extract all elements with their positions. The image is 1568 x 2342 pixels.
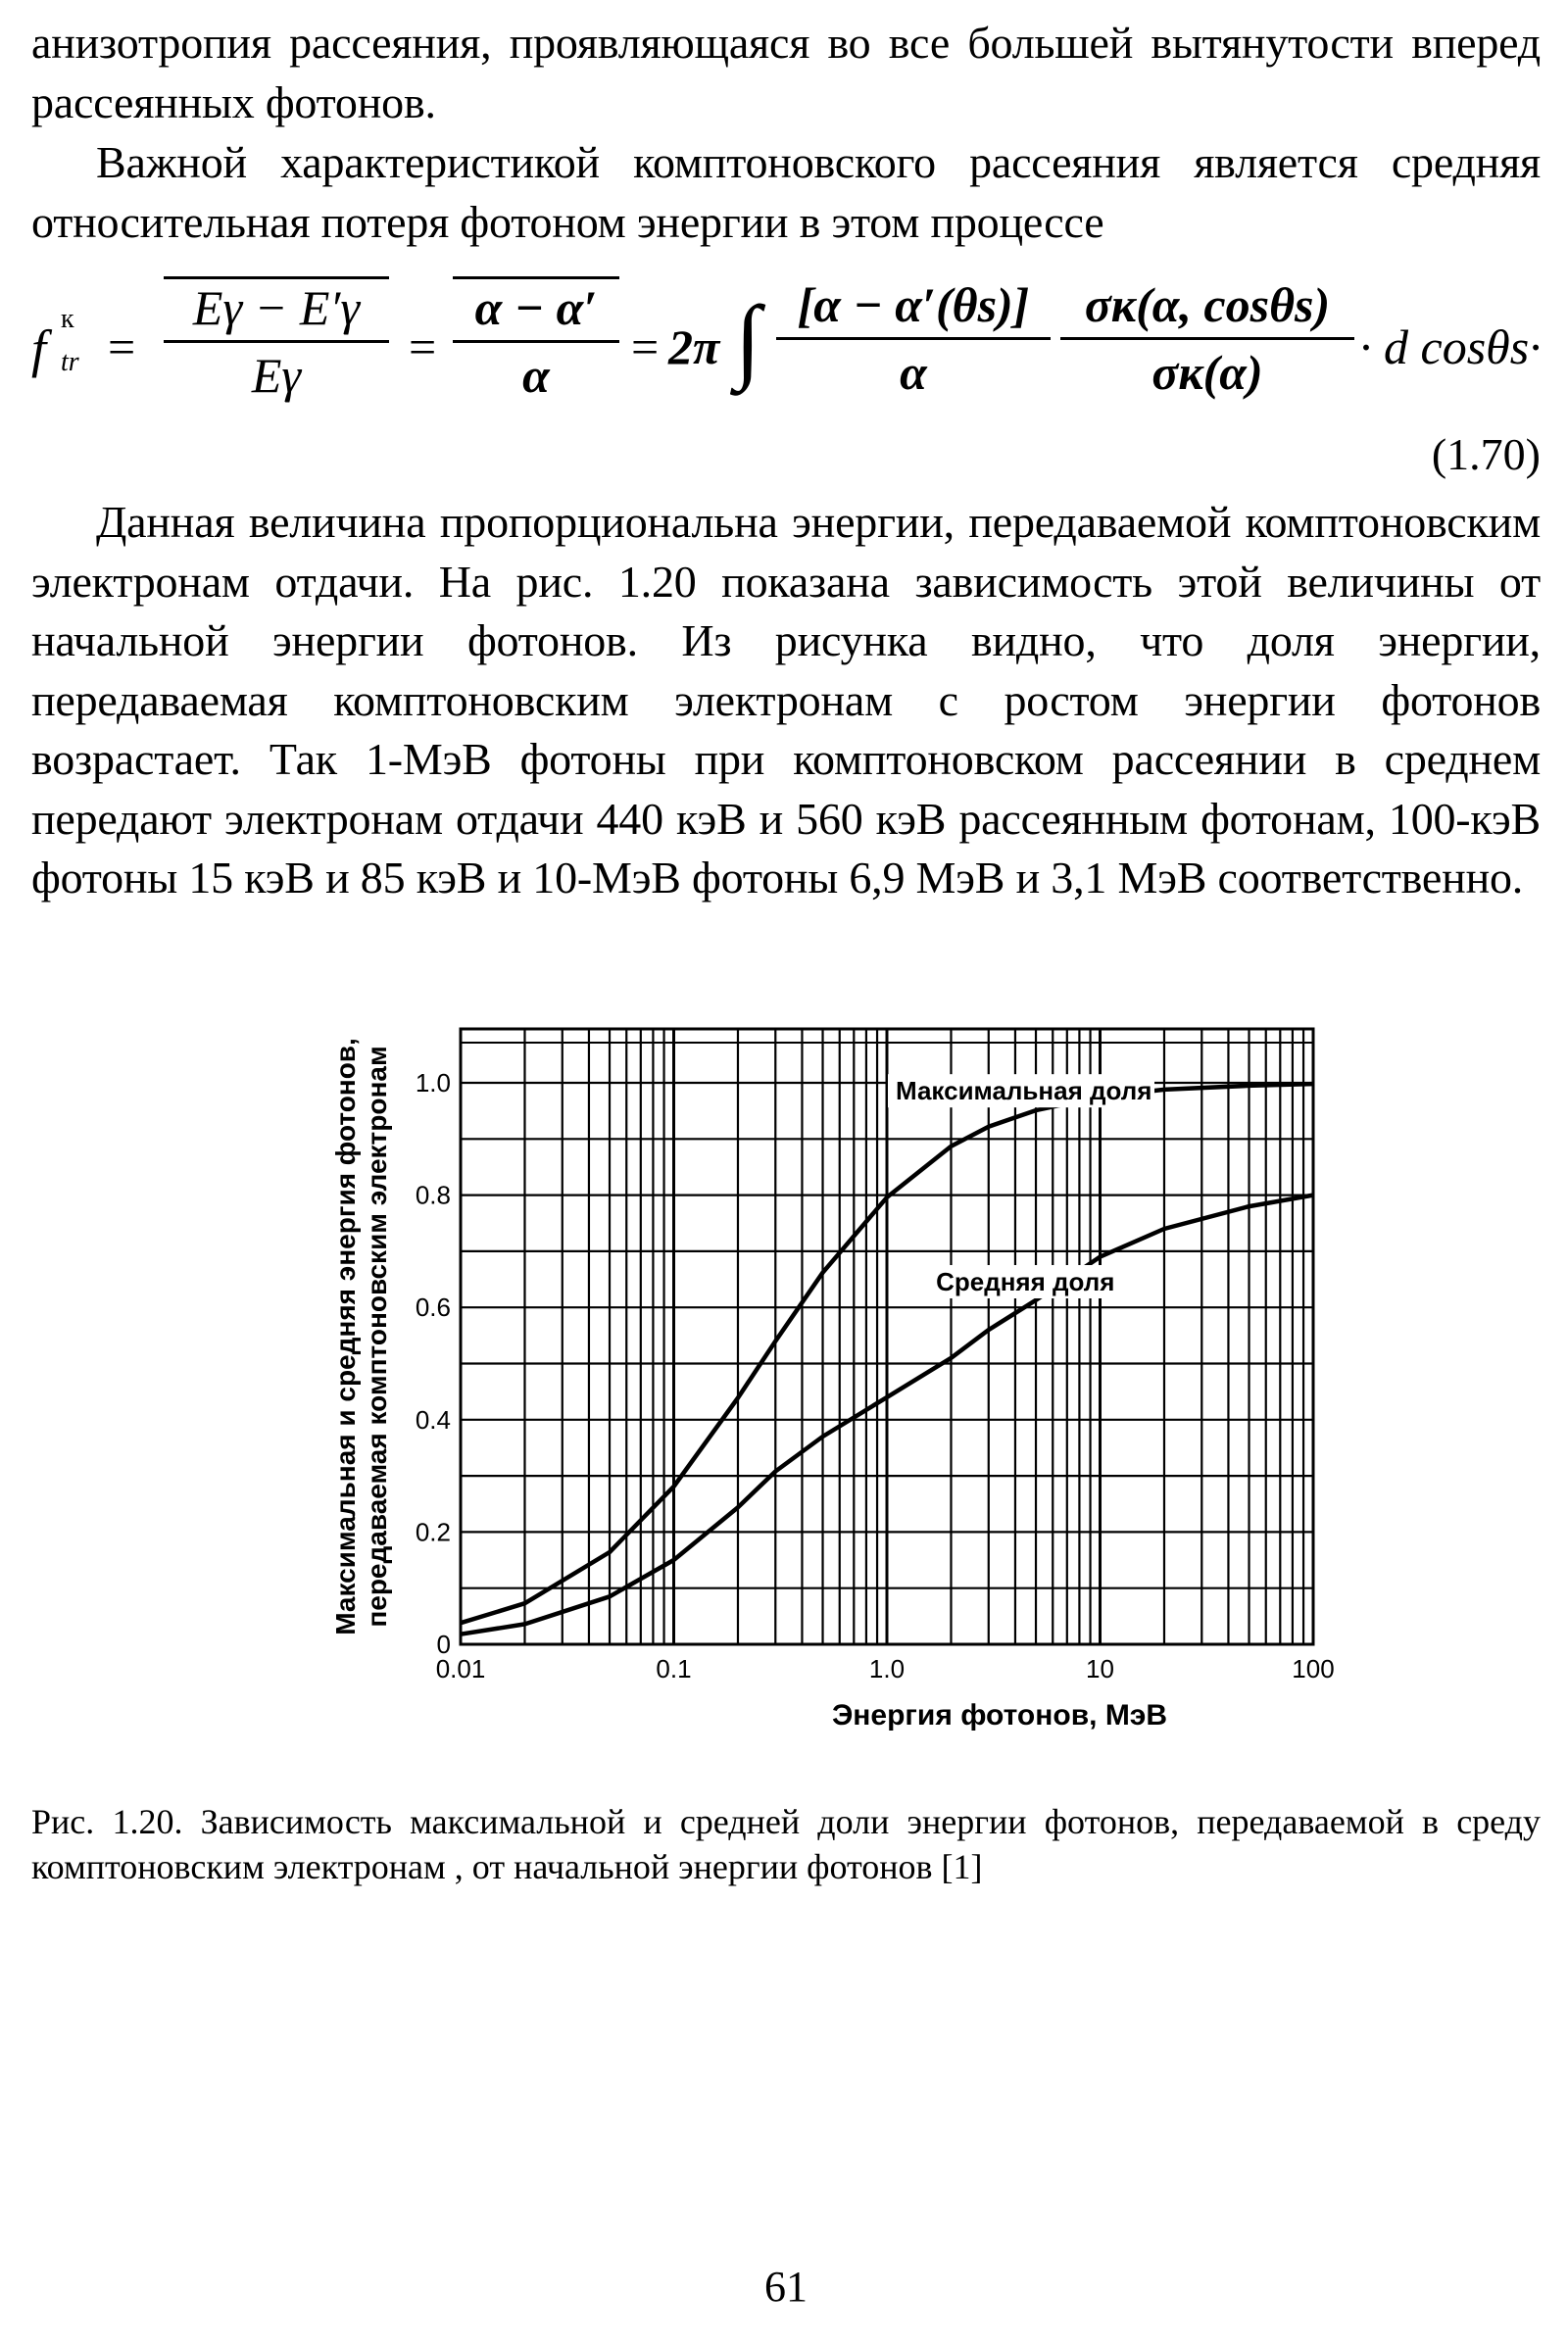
formula-eq-3: = [631,319,660,374]
formula-1-70 [31,265,1541,421]
formula-frac-1 [164,276,389,404]
formula-eq-1: = [108,319,136,374]
formula-frac-2 [453,276,619,404]
formula-frac-3-den: α [900,345,927,400]
formula-frac-1-den: Eγ [251,348,302,403]
chart-x-tick-label: 1.0 [868,1654,906,1683]
chart-y-tick-label: 0.2 [415,1517,451,1547]
chart-series-label: Максимальная доля [896,1076,1152,1106]
chart-x-tick-label: 0.01 [435,1654,486,1683]
paragraph-3: Данная величина пропорциональна энергии, передаваемой комптоновским электронам отдачи. На рис. 1.20 показана зависимость этой величины от начальной энергии фотонов. Из рисунка видно, что доля энергии, передаваемая комптоновским электронам с ростом энергии фотонов возрастает. Так 1-МэВ фотоны при комптоновском рассеянии в среднем передают электронам отдачи 440 кэВ и 560 кэВ рассеянным фотонам, 100-кэВ фотоны 15 кэВ и 85 кэВ и 10-МэВ фотоны 6,9 МэВ и 3,1 МэВ соответственно. [31,497,1541,903]
formula-number: (1.70) [1431,429,1541,479]
figure-1-20 [304,1009,1343,1744]
formula-frac-4 [1060,276,1354,401]
chart-y-axis-label-2: передаваемая комптоновским электронам [362,1046,392,1628]
page-number: 61 [764,2263,808,2311]
chart-x-tick-label: 100 [1292,1654,1335,1683]
formula-frac-2-den: α [522,348,550,403]
formula-tail: · d cosθs· [1359,319,1542,374]
formula-lhs-sub: tr [61,347,79,377]
paragraph-2: Важной характеристикой комптоновского рассеяния является средняя относительная потеря фотоном энергии в этом процессе [31,137,1541,247]
chart-x-axis-label: Энергия фотонов, МэВ [831,1699,1168,1732]
paragraph-1: анизотропия рассеяния, проявляющаяся во все большей вытянутости вперед рассеянных фотонов. [31,18,1541,127]
chart-svg [304,1009,1343,1744]
chart-x-tick-label: 10 [1086,1654,1114,1683]
chart-x-tick-label: 0.1 [656,1654,692,1683]
chart-y-tick-label: 1.0 [415,1068,451,1098]
formula-frac-4-den: σк(α) [1152,345,1263,400]
chart-y-tick-label: 0 [436,1630,451,1659]
figure-caption: Рис. 1.20. Зависимость максимальной и средней доли энергии фотонов, передаваемой в среду комптоновским электронам , от начальной энергии фотонов [1] [31,1802,1541,1886]
chart-y-tick-label: 0.4 [415,1404,451,1435]
formula-frac-2-num: α − α′ [453,276,619,343]
formula-lhs-sup: к [61,304,74,334]
formula-eq-2: = [409,319,437,374]
formula-coef: 2π [668,319,720,374]
formula-frac-3-num: [α − α′(θs)] [776,276,1051,340]
chart-y-tick-label: 0.8 [415,1180,451,1210]
formula-integral: ∫ [735,286,761,391]
formula-frac-1-num: Eγ − E′γ [164,276,389,343]
formula-frac-4-num: σк(α, cosθs) [1060,276,1354,340]
chart-y-tick-label: 0.6 [415,1293,451,1323]
chart-y-axis-label-1: Максимальная и средняя энергия фотонов, [330,1038,361,1635]
formula-lhs: f [31,319,47,378]
chart-series-label: Средняя доля [936,1267,1115,1297]
formula-frac-3 [776,276,1051,401]
